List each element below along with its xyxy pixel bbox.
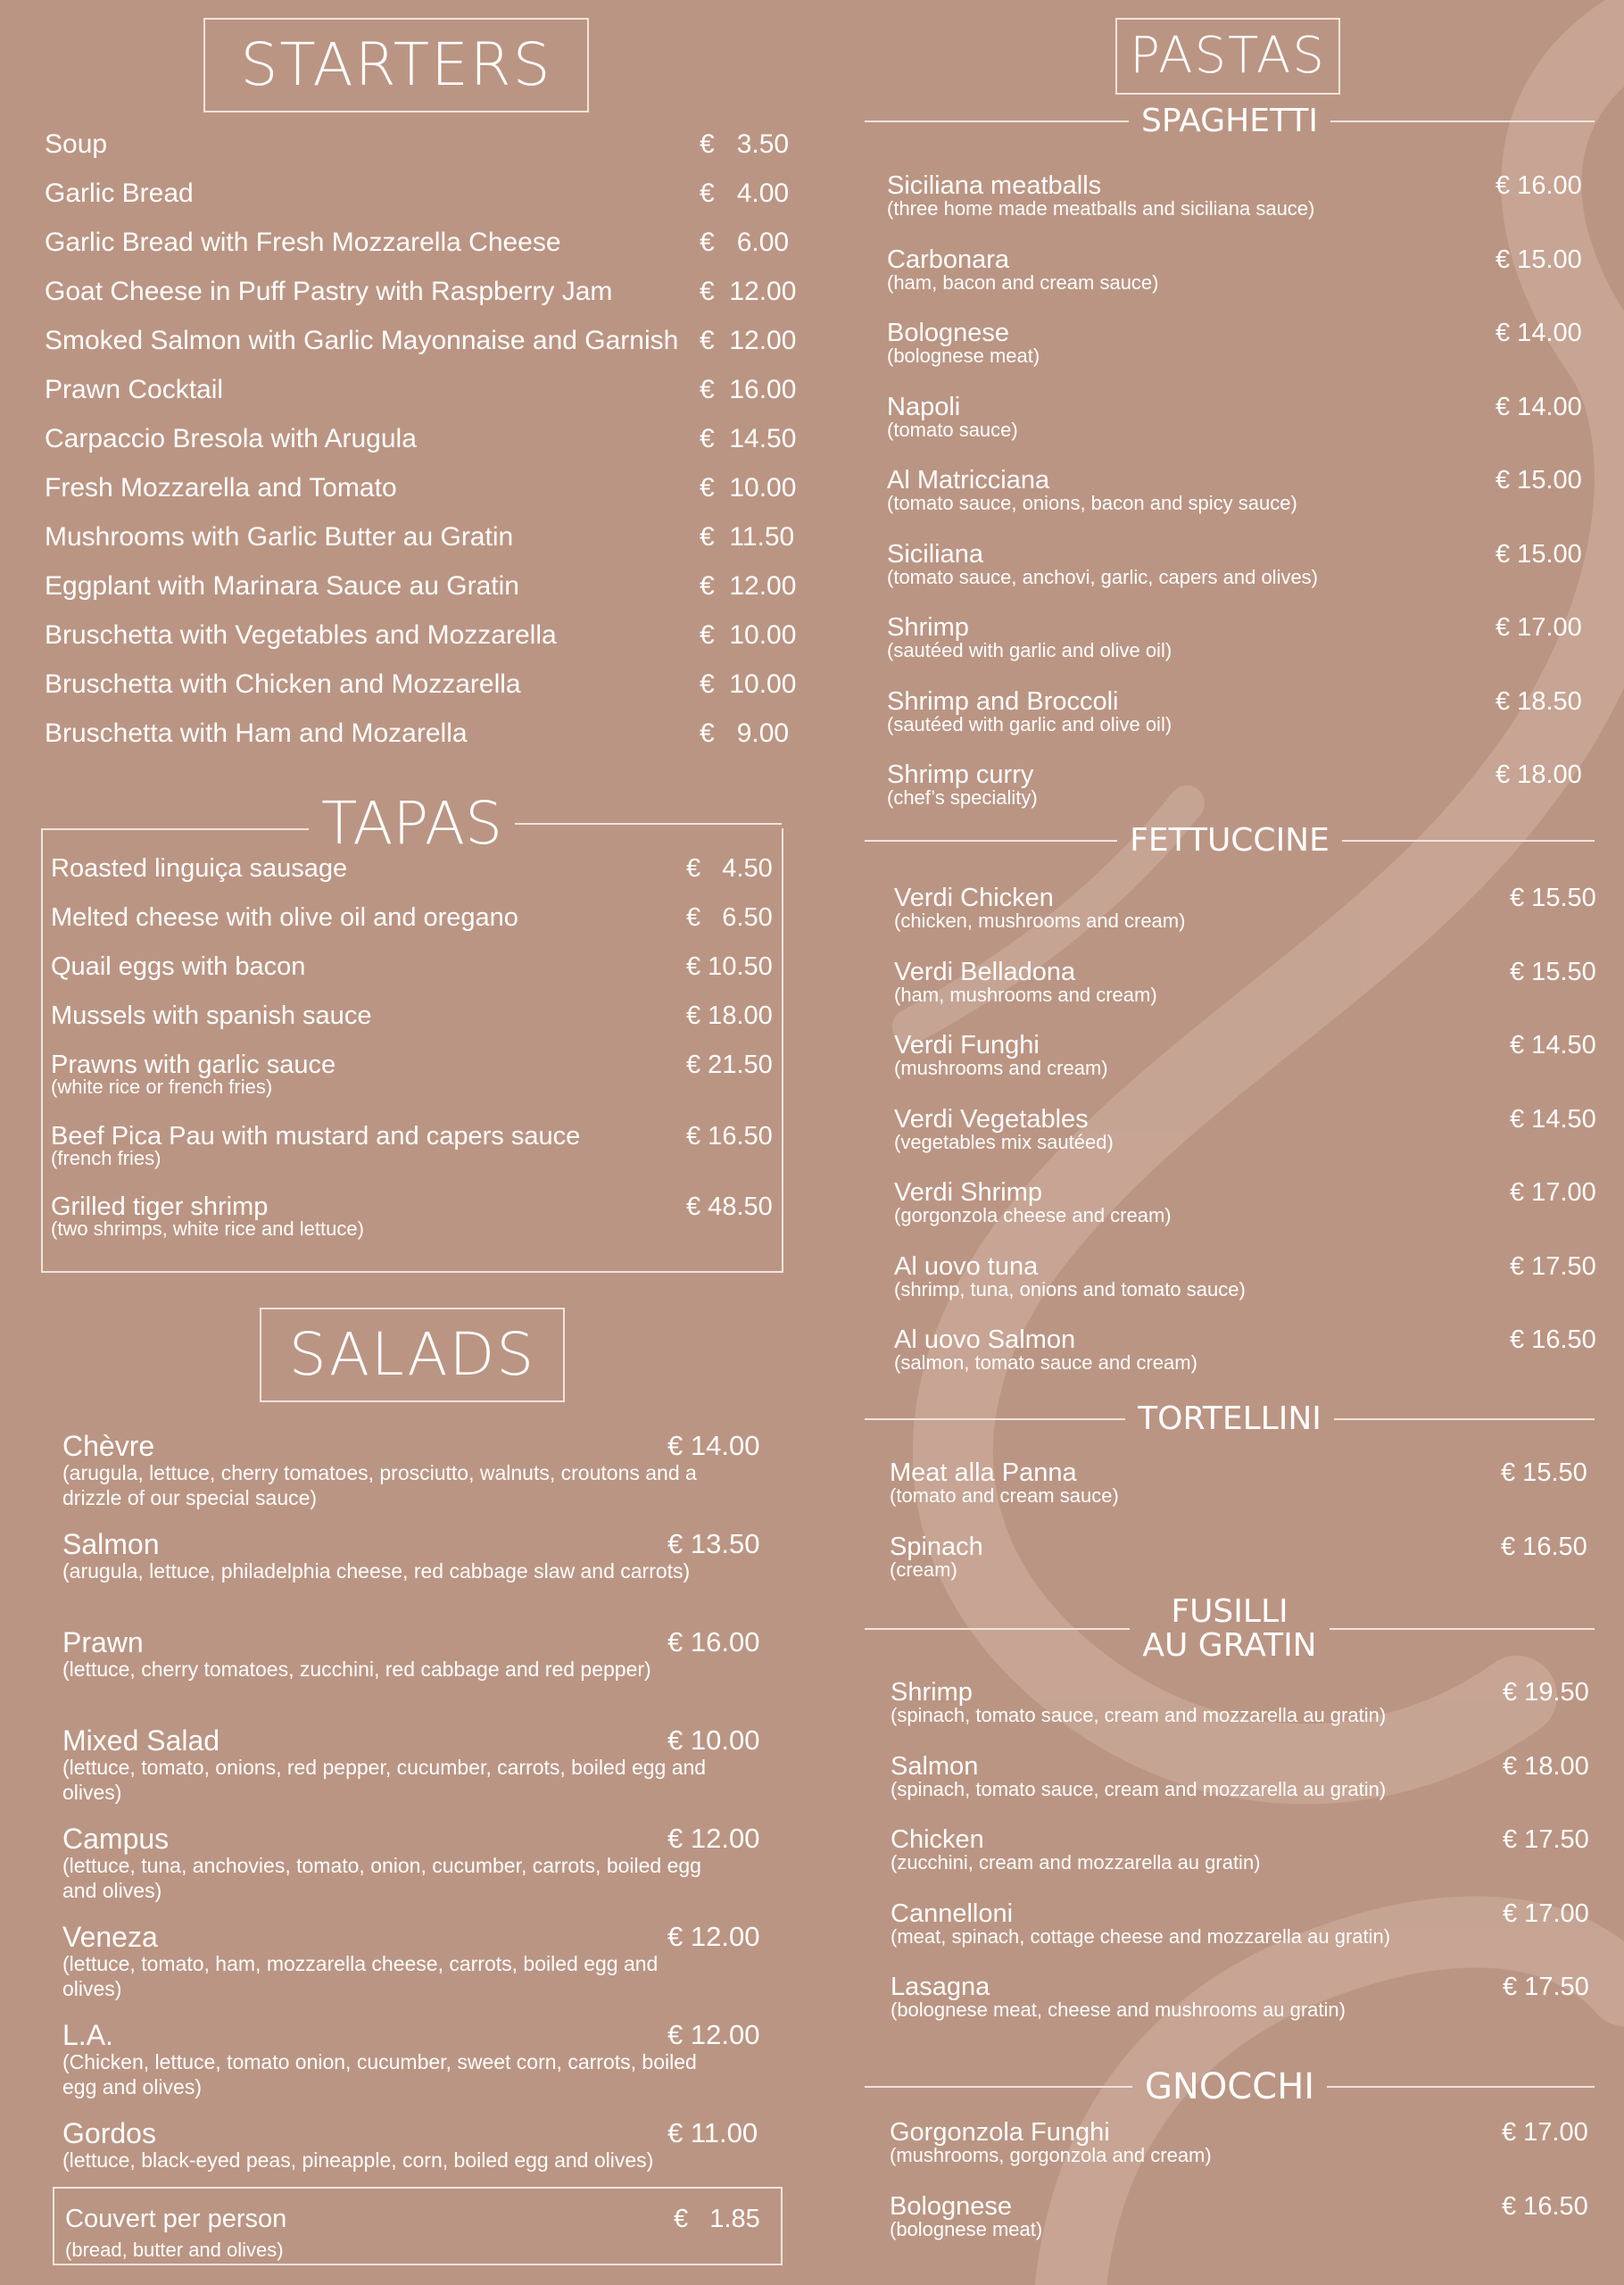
starter-item-name: Garlic Bread xyxy=(45,179,194,208)
fettuccine-item-name: Verdi Belladona xyxy=(894,957,1076,986)
salad-item-price: € 11.00 xyxy=(667,2117,758,2148)
gnocchi-item-name: Gorgonzola Funghi xyxy=(890,2118,1110,2147)
tapa-item-name: Melted cheese with olive oil and oregano xyxy=(51,903,518,932)
spaghetti-item-name: Shrimp curry xyxy=(887,760,1034,789)
pastas-title: PASTAS xyxy=(1130,27,1326,85)
salad-item-desc: (lettuce, tuna, anchovies, tomato, onion, cucumber, carrots, boiled egg and olives) xyxy=(62,1854,701,1902)
fettuccine-item-desc: (mushrooms and cream) xyxy=(894,1057,1108,1079)
starter-item-name: Fresh Mozzarella and Tomato xyxy=(45,473,397,503)
salad-item-name: Veneza xyxy=(62,1921,158,1953)
spaghetti-item-desc: (sautéed with garlic and olive oil) xyxy=(887,712,1172,735)
fusilli-title-line1: FUSILLI xyxy=(1171,1593,1288,1630)
fettuccine-item-price: € 17.50 xyxy=(1510,1251,1596,1281)
fusilli-item-desc: (zucchini, cream and mozzarella au gratin) xyxy=(891,1851,1261,1874)
tapa-item-price: € 4.50 xyxy=(686,854,773,883)
starter-item-price: € 3.50 xyxy=(700,129,790,159)
spaghetti-item-desc: (tomato sauce) xyxy=(887,418,1018,441)
tapas-title: TAPAS xyxy=(321,789,502,858)
salad-item-name: Campus xyxy=(62,1823,170,1855)
salad-item-name: Chèvre xyxy=(62,1430,155,1462)
fusilli-item-price: € 18.00 xyxy=(1503,1751,1589,1781)
spaghetti-item-name: Siciliana xyxy=(887,539,983,569)
tapa-item-desc: (french fries) xyxy=(51,1147,162,1169)
fettuccine-title: FETTUCCINE xyxy=(1130,822,1330,859)
salad-item-price: € 13.50 xyxy=(667,1528,760,1559)
spaghetti-item-name: Napoli xyxy=(887,392,961,421)
tapa-item-price: € 10.50 xyxy=(686,952,773,981)
spaghetti-item-desc: (ham, bacon and cream sauce) xyxy=(887,270,1159,294)
fettuccine-item-name: Verdi Vegetables xyxy=(894,1104,1089,1134)
starter-item-name: Soup xyxy=(45,129,108,159)
tortellini-item-price: € 15.50 xyxy=(1501,1458,1587,1487)
fusilli-item-name: Shrimp xyxy=(891,1678,973,1707)
fusilli-item-name: Cannelloni xyxy=(891,1899,1014,1928)
salad-item-price: € 14.00 xyxy=(667,1430,760,1461)
fusilli-item-price: € 19.50 xyxy=(1503,1678,1589,1707)
tortellini-title: TORTELLINI xyxy=(1138,1400,1322,1437)
spaghetti-item-name: Siciliana meatballs xyxy=(887,171,1102,200)
starter-item-name: Bruschetta with Vegetables and Mozzarella xyxy=(45,620,557,650)
spaghetti-title: SPAGHETTI xyxy=(1141,103,1318,139)
fusilli-item-desc: (meat, spinach, cottage cheese and mozzarella au gratin) xyxy=(891,1924,1391,1948)
tapa-item-name: Beef Pica Pau with mustard and capers sauce xyxy=(51,1122,581,1151)
spaghetti-item-name: Shrimp and Broccoli xyxy=(887,686,1119,716)
spaghetti-item-desc: (tomato sauce, onions, bacon and spicy sauce) xyxy=(887,492,1297,514)
starter-item-price: € 6.00 xyxy=(700,228,790,257)
salad-item-desc: (Chicken, lettuce, tomato onion, cucumber, sweet corn, carrots, boiled egg and olives) xyxy=(62,2050,697,2098)
pastas-title-box xyxy=(1115,18,1340,95)
spaghetti-item-name: Bolognese xyxy=(887,319,1010,347)
spaghetti-item-price: € 18.50 xyxy=(1496,686,1582,716)
spaghetti-item-desc: (bolognese meat) xyxy=(887,345,1040,367)
spaghetti-item-price: € 15.00 xyxy=(1496,539,1582,569)
gnocchi-item-desc: (bolognese meat) xyxy=(890,2217,1043,2240)
starter-item-name: Bruschetta with Ham and Mozarella xyxy=(45,719,468,748)
fettuccine-item-desc: (ham, mushrooms and cream) xyxy=(894,983,1157,1006)
salad-item-price: € 12.00 xyxy=(667,1823,760,1854)
fettuccine-item-desc: (gorgonzola cheese and cream) xyxy=(894,1204,1172,1226)
couvert-name: Couvert per person xyxy=(65,2205,287,2233)
salad-item-name: Gordos xyxy=(62,2117,156,2149)
couvert-box xyxy=(53,2187,783,2265)
spaghetti-heading xyxy=(865,104,1595,139)
gnocchi-item-name: Bolognese xyxy=(890,2191,1013,2221)
salad-item-name: Salmon xyxy=(62,1528,160,1560)
spaghetti-item-price: € 14.00 xyxy=(1496,319,1582,347)
starter-item-price: € 10.00 xyxy=(700,669,797,699)
fettuccine-item-price: € 16.50 xyxy=(1510,1325,1596,1354)
fusilli-item-desc: (spinach, tomato sauce, cream and mozzarella au gratin) xyxy=(891,1704,1387,1726)
starter-item-price: € 12.00 xyxy=(700,277,797,306)
fettuccine-item-name: Al uovo Salmon xyxy=(894,1325,1076,1354)
salad-item-desc: (arugula, lettuce, philadelphia cheese, red cabbage slaw and carrots) xyxy=(62,1559,691,1583)
salad-item-desc: (lettuce, black-eyed peas, pineapple, corn, boiled egg and olives) xyxy=(62,2148,654,2172)
starter-item-name: Bruschetta with Chicken and Mozzarella xyxy=(45,669,521,699)
salad-item-name: L.A. xyxy=(62,2019,113,2051)
fettuccine-item-price: € 15.50 xyxy=(1510,957,1596,986)
fusilli-title xyxy=(1130,1595,1329,1663)
salads-title-box xyxy=(260,1308,565,1402)
fusilli-title-line2: AU GRATIN xyxy=(1142,1627,1317,1664)
gnocchi-title: GNOCCHI xyxy=(1144,2066,1315,2107)
tapa-item-name: Roasted linguiça sausage xyxy=(51,854,348,883)
tortellini-item-price: € 16.50 xyxy=(1501,1532,1587,1561)
spaghetti-item-desc: (chef’s speciality) xyxy=(887,786,1038,809)
fusilli-item-price: € 17.50 xyxy=(1503,1973,1589,2001)
starter-item-price: € 10.00 xyxy=(700,620,797,650)
salad-item-desc: (arugula, lettuce, cherry tomatoes, prosciutto, walnuts, croutons and a drizzle of our special sauce) xyxy=(62,1461,697,1509)
starter-item-name: Mushrooms with Garlic Butter au Gratin xyxy=(45,522,514,552)
fusilli-item-desc: (bolognese meat, cheese and mushrooms au gratin) xyxy=(891,1998,1346,2021)
salad-item-price: € 12.00 xyxy=(667,2019,760,2050)
starter-item-price: € 14.50 xyxy=(700,424,797,453)
couvert-desc: (bread, butter and olives) xyxy=(65,2239,284,2261)
tortellini-item-desc: (cream) xyxy=(890,1558,957,1581)
fettuccine-item-name: Al uovo tuna xyxy=(894,1251,1039,1281)
tapa-item-desc: (white rice or french fries) xyxy=(51,1076,273,1098)
fusilli-item-name: Salmon xyxy=(891,1751,979,1781)
fusilli-item-name: Chicken xyxy=(891,1825,984,1854)
fettuccine-item-price: € 14.50 xyxy=(1510,1031,1596,1059)
fettuccine-item-price: € 15.50 xyxy=(1510,884,1596,912)
fettuccine-heading xyxy=(865,823,1595,859)
starter-item-price: € 9.00 xyxy=(700,719,790,748)
fettuccine-item-name: Verdi Funghi xyxy=(894,1031,1040,1059)
salad-item-name: Prawn xyxy=(62,1626,144,1658)
salad-item-desc: (lettuce, tomato, onions, red pepper, cucumber, carrots, boiled egg and olives) xyxy=(62,1756,707,1804)
starters-title: STARTERS xyxy=(240,30,552,99)
fettuccine-item-desc: (chicken, mushrooms and cream) xyxy=(894,910,1186,932)
tapas-box-top-left xyxy=(41,828,309,830)
salad-item-desc: (lettuce, cherry tomatoes, zucchini, red cabbage and red pepper) xyxy=(62,1658,651,1681)
fusilli-item-price: € 17.50 xyxy=(1503,1825,1589,1854)
spaghetti-item-price: € 17.00 xyxy=(1496,613,1582,642)
gnocchi-item-price: € 17.00 xyxy=(1502,2118,1588,2147)
fusilli-item-desc: (spinach, tomato sauce, cream and mozzarella au gratin) xyxy=(891,1777,1387,1800)
spaghetti-item-price: € 18.00 xyxy=(1496,760,1582,789)
tapa-item-price: € 48.50 xyxy=(686,1192,773,1221)
fusilli-item-name: Lasagna xyxy=(891,1973,990,2001)
spaghetti-item-name: Carbonara xyxy=(887,245,1010,274)
tapa-item-desc: (two shrimps, white rice and lettuce) xyxy=(51,1217,364,1240)
starter-item-price: € 10.00 xyxy=(700,473,797,503)
salad-item-price: € 12.00 xyxy=(667,1921,760,1952)
fettuccine-item-desc: (salmon, tomato sauce and cream) xyxy=(894,1351,1197,1374)
starters-title-box xyxy=(203,18,589,112)
tapa-item-price: € 21.50 xyxy=(686,1051,773,1079)
gnocchi-item-price: € 16.50 xyxy=(1502,2191,1588,2221)
tortellini-heading xyxy=(865,1401,1595,1437)
tapa-item-price: € 16.50 xyxy=(686,1122,773,1151)
fettuccine-item-desc: (shrimp, tuna, onions and tomato sauce) xyxy=(894,1277,1246,1300)
starter-item-name: Garlic Bread with Fresh Mozzarella Cheese xyxy=(45,228,561,257)
tapa-item-name: Prawns with garlic sauce xyxy=(51,1051,336,1079)
spaghetti-item-name: Shrimp xyxy=(887,613,969,642)
gnocchi-item-desc: (mushrooms, gorgonzola and cream) xyxy=(890,2144,1212,2166)
starter-item-price: € 16.00 xyxy=(700,375,797,404)
fusilli-heading xyxy=(865,1593,1595,1664)
gnocchi-heading xyxy=(865,2067,1595,2106)
salads-title: SALADS xyxy=(288,1320,536,1389)
fusilli-item-price: € 17.00 xyxy=(1503,1899,1589,1928)
spaghetti-item-desc: (sautéed with garlic and olive oil) xyxy=(887,639,1172,661)
starter-item-price: € 12.00 xyxy=(700,326,797,355)
spaghetti-item-price: € 15.00 xyxy=(1496,466,1582,494)
starter-item-price: € 4.00 xyxy=(700,179,790,208)
tapa-item-price: € 18.00 xyxy=(686,1001,773,1030)
starter-item-name: Carpaccio Bresola with Arugula xyxy=(45,424,417,453)
starter-item-price: € 12.00 xyxy=(700,571,797,601)
salad-item-price: € 16.00 xyxy=(667,1626,760,1658)
starter-item-name: Smoked Salmon with Garlic Mayonnaise and Garnish xyxy=(45,326,679,355)
tortellini-item-desc: (tomato and cream sauce) xyxy=(890,1484,1119,1507)
spaghetti-item-name: Al Matricciana xyxy=(887,466,1050,494)
starter-item-name: Goat Cheese in Puff Pastry with Raspberry Jam xyxy=(45,277,613,306)
spaghetti-item-desc: (three home made meatballs and siciliana sauce) xyxy=(887,197,1315,220)
couvert-price: € 1.85 xyxy=(674,2205,760,2233)
tapa-item-name: Grilled tiger shrimp xyxy=(51,1192,269,1221)
starter-item-price: € 11.50 xyxy=(700,522,795,552)
spaghetti-item-price: € 14.00 xyxy=(1496,392,1582,421)
fettuccine-item-name: Verdi Chicken xyxy=(894,884,1054,912)
spaghetti-item-price: € 16.00 xyxy=(1496,171,1582,200)
starter-item-name: Prawn Cocktail xyxy=(45,375,224,404)
tortellini-item-name: Meat alla Panna xyxy=(890,1458,1077,1487)
tapa-item-name: Mussels with spanish sauce xyxy=(51,1001,372,1030)
tortellini-item-name: Spinach xyxy=(890,1532,983,1561)
spaghetti-item-price: € 15.00 xyxy=(1496,245,1582,274)
tapa-item-name: Quail eggs with bacon xyxy=(51,952,306,981)
fettuccine-item-name: Verdi Shrimp xyxy=(894,1178,1043,1207)
fettuccine-item-price: € 17.00 xyxy=(1510,1178,1596,1207)
fettuccine-item-desc: (vegetables mix sautéed) xyxy=(894,1130,1114,1153)
salad-item-price: € 10.00 xyxy=(667,1724,760,1756)
starter-item-name: Eggplant with Marinara Sauce au Gratin xyxy=(45,571,519,601)
salad-item-name: Mixed Salad xyxy=(62,1724,220,1757)
spaghetti-item-desc: (tomato sauce, anchovi, garlic, capers and olives) xyxy=(887,565,1319,588)
tapa-item-price: € 6.50 xyxy=(686,903,773,932)
fettuccine-item-price: € 14.50 xyxy=(1510,1104,1596,1134)
salad-item-desc: (lettuce, tomato, ham, mozzarella cheese, carrots, boiled egg and olives) xyxy=(62,1952,659,2000)
